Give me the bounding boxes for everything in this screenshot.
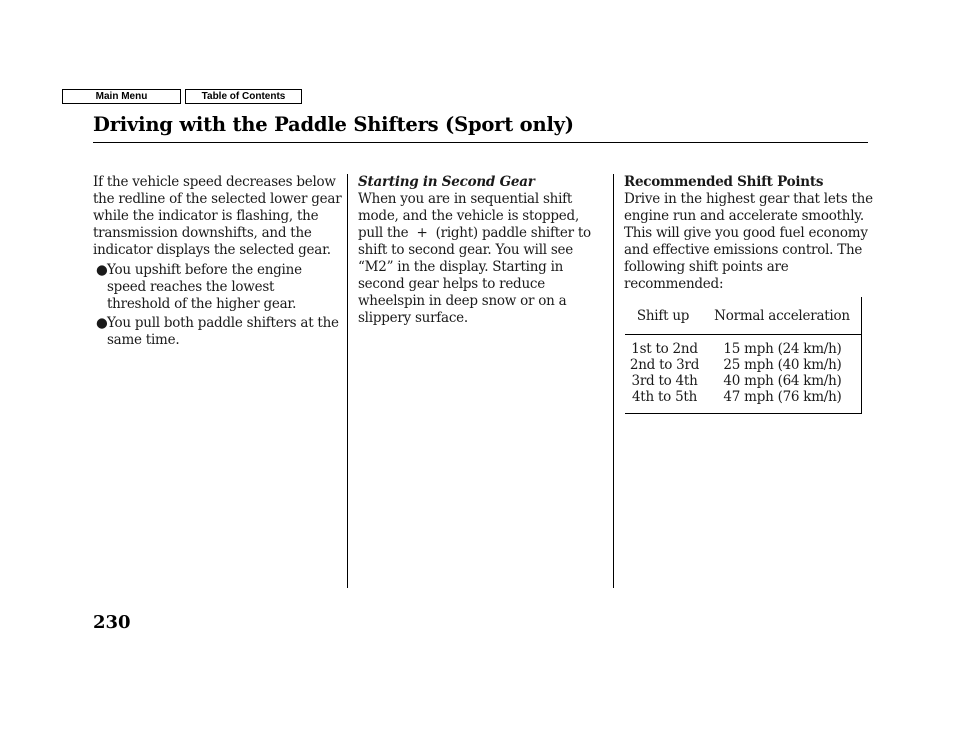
shift-points-paragraph: Drive in the highest gear that lets the engine run and accelerate smoothly. This will give you good fuel economy and effective emissions control. The following shift points are recommended:	[624, 191, 873, 292]
table-cell-shift: 1st to 2nd	[631, 341, 698, 357]
shift-points-table	[625, 297, 862, 414]
downshift-paragraph: If the vehicle speed decreases below the redline of the selected lower gear while the indicator is flashing, the transmission downshifts, and the indicator displays the selected gear.	[93, 174, 342, 258]
list-item	[93, 315, 343, 349]
bullet-icon: ●	[96, 262, 108, 278]
main-menu-button[interactable]: Main Menu	[62, 89, 181, 104]
list-item-text: You pull both paddle shifters at the same time.	[107, 315, 339, 348]
table-cell-speed: 47 mph (76 km/h)	[723, 389, 842, 405]
table-cell-speed: 15 mph (24 km/h)	[723, 341, 842, 357]
bullet-icon: ●	[96, 315, 108, 331]
table-cell-shift: 4th to 5th	[631, 389, 698, 405]
section-heading: Starting in Second Gear	[358, 174, 535, 190]
section-heading: Recommended Shift Points	[624, 174, 824, 190]
table-row	[625, 389, 861, 405]
table-row	[625, 341, 861, 357]
table-header-normal-acceleration: Normal acceleration	[714, 308, 850, 324]
second-gear-paragraph: When you are in sequential shift mode, and the vehicle is stopped, pull the + (right) paddle shifter to shift to second gear. You will see “M2” in the display. Starting in second gear helps to reduce wheelspin in deep snow or on a slippery surface.	[358, 191, 591, 326]
column-2	[358, 174, 608, 327]
table-cell-shift: 3rd to 4th	[631, 373, 698, 389]
column-divider	[613, 174, 614, 588]
table-of-contents-button[interactable]: Table of Contents	[185, 89, 302, 104]
table-cell-speed: 25 mph (40 km/h)	[723, 357, 842, 373]
column-1	[93, 174, 343, 351]
title-rule	[93, 142, 868, 143]
table-header-rule	[625, 334, 861, 335]
column-3	[624, 174, 874, 293]
page-number: 230	[93, 612, 131, 633]
page-title: Driving with the Paddle Shifters (Sport only)	[93, 113, 574, 136]
table-row	[625, 373, 861, 389]
column-divider	[347, 174, 348, 588]
list-item	[93, 262, 343, 313]
table-cell-speed: 40 mph (64 km/h)	[723, 373, 842, 389]
table-body	[625, 341, 861, 405]
table-row	[625, 357, 861, 373]
table-header-shift-up: Shift up	[636, 308, 690, 324]
table-cell-shift: 2nd to 3rd	[629, 357, 700, 373]
list-item-text: You upshift before the engine speed reaches the lowest threshold of the higher gear.	[107, 262, 302, 312]
bullet-list	[93, 262, 343, 349]
